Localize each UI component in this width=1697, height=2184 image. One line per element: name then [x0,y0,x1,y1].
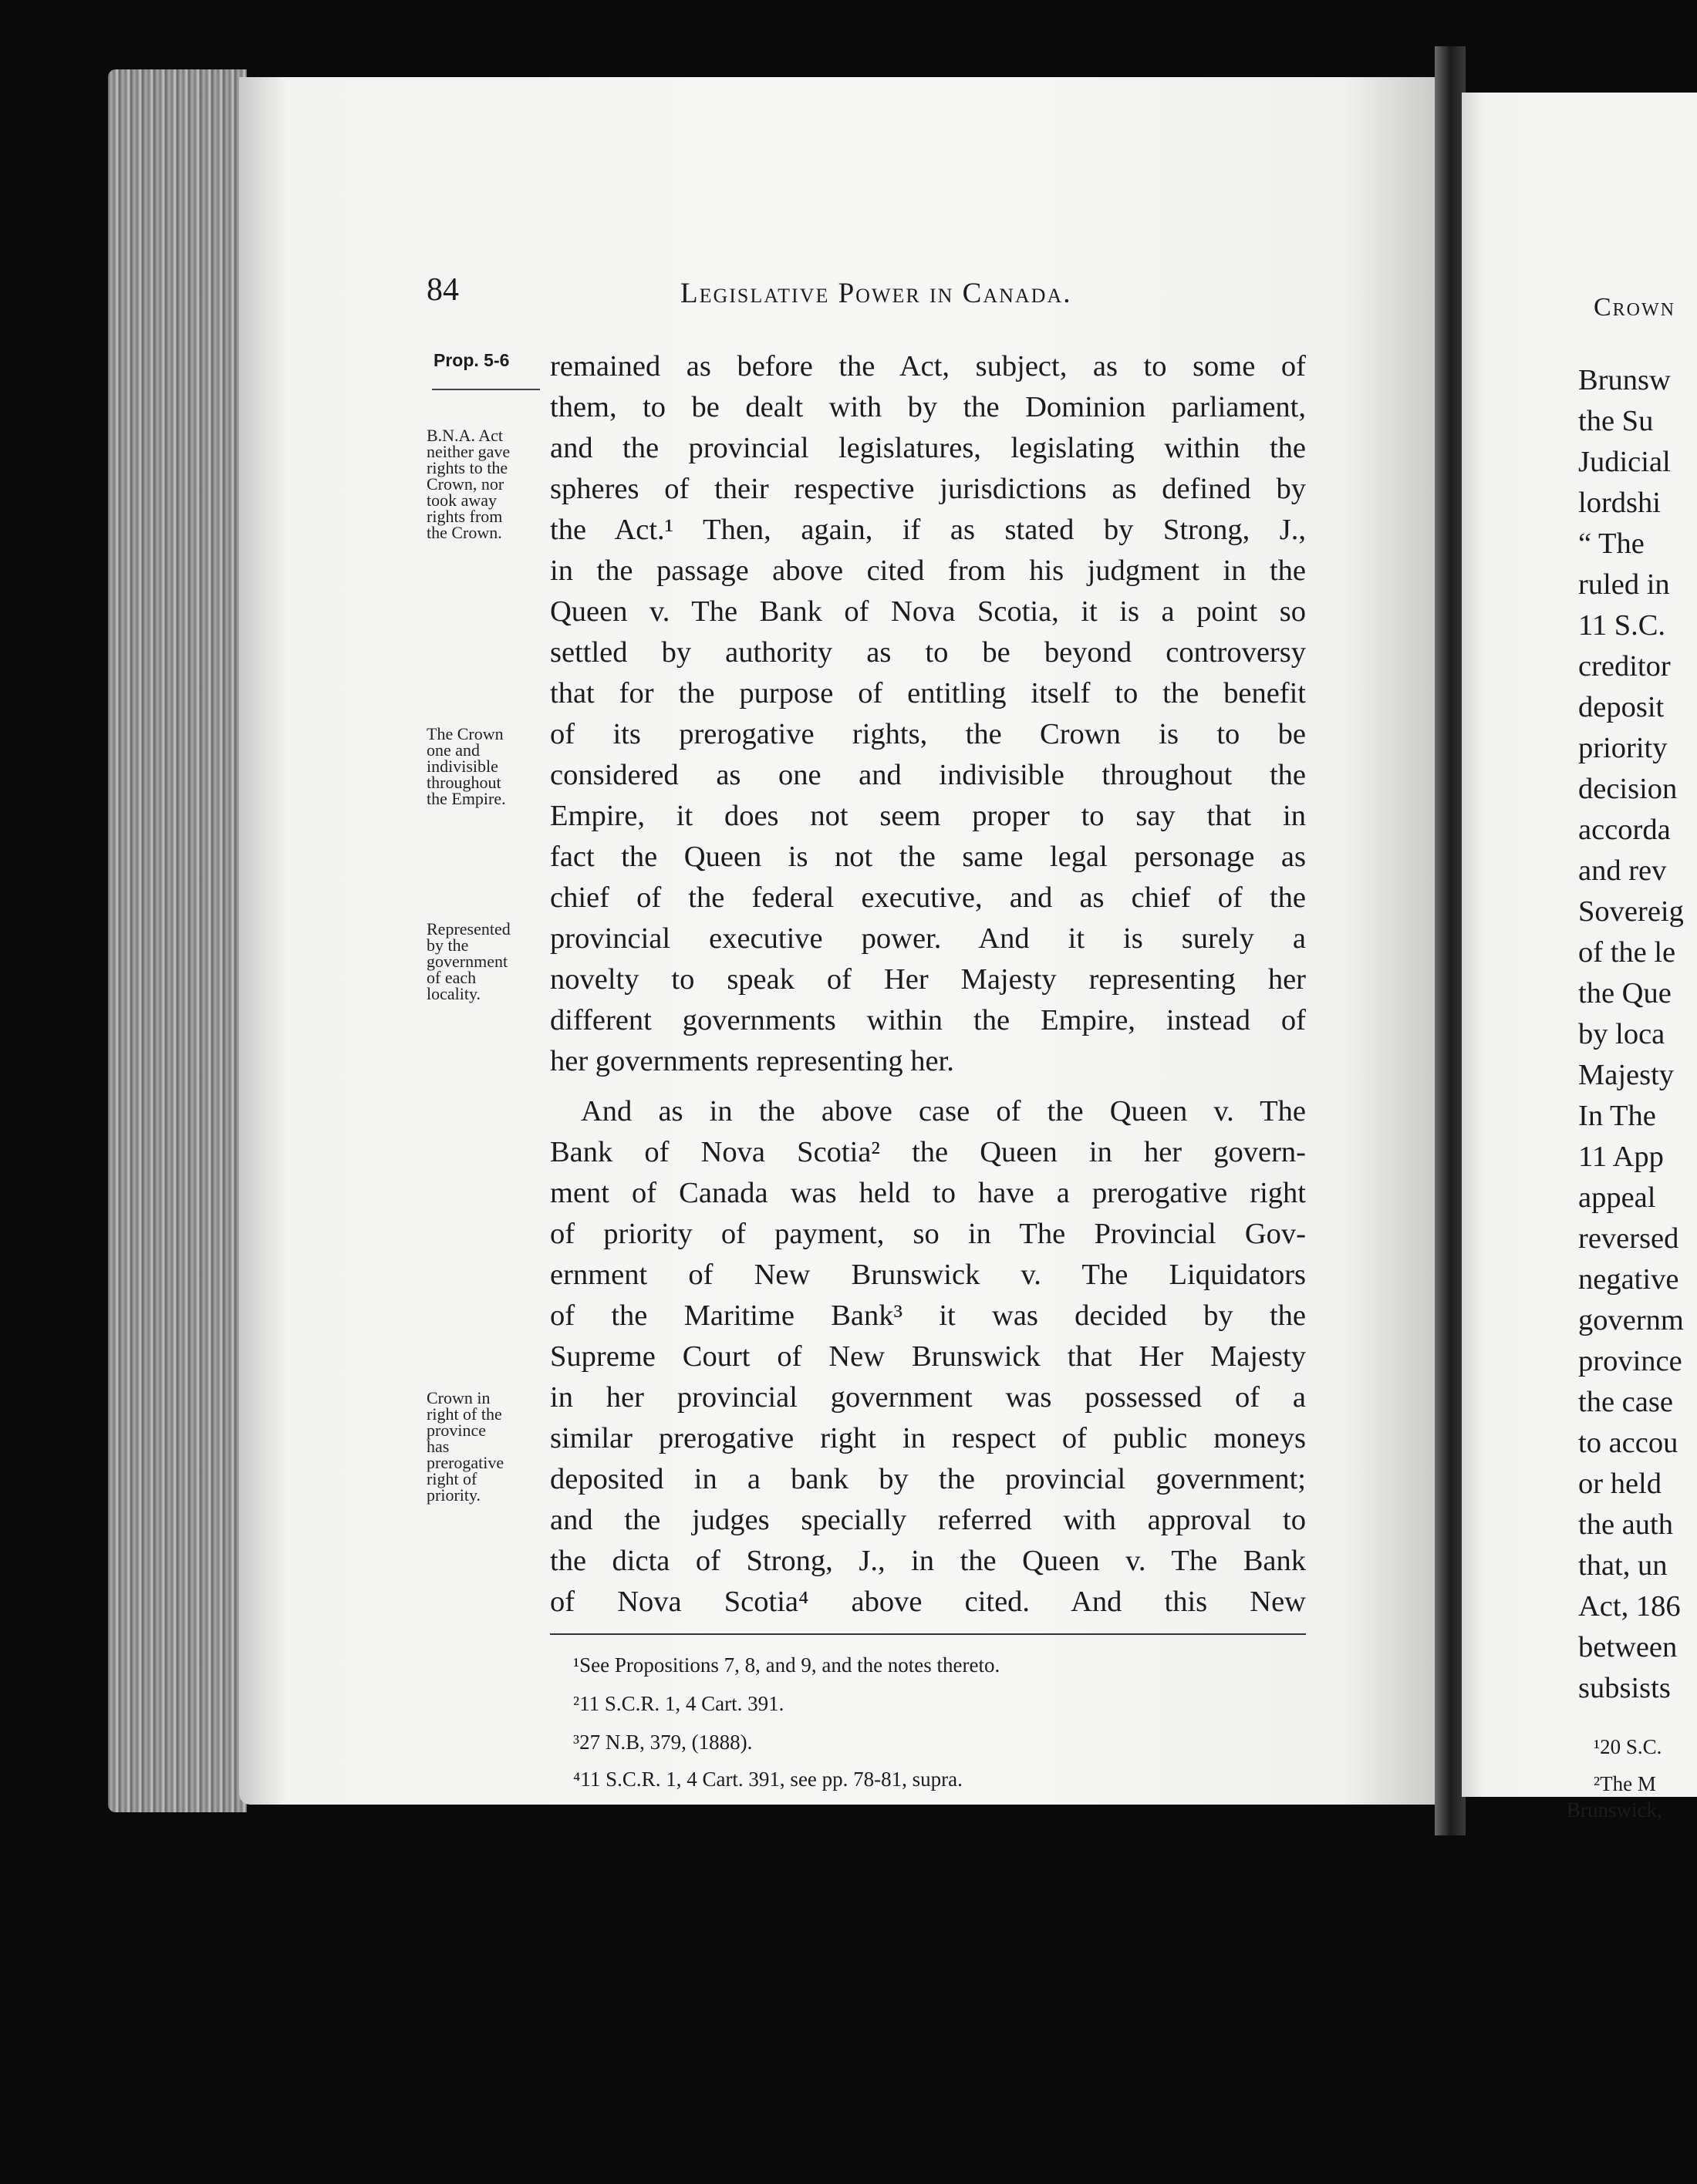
right-text-line: creditor [1578,650,1671,682]
right-text-line: the Su [1578,405,1654,437]
text-line: similar prerogative right in respect of public moneys [550,1422,1306,1454]
text-line: and the provincial legislatures, legislating within the [550,432,1306,464]
right-text-line: that, un [1578,1549,1668,1582]
sidenote-crown-indivisible [427,726,506,807]
right-text-line: or held [1578,1468,1662,1500]
sidenote-line: locality. [427,984,481,1003]
right-text-line: deposit [1578,691,1665,723]
text-line: Bank of Nova Scotia² the Queen in her govern- [550,1136,1306,1168]
right-text-line: 11 App [1578,1141,1664,1173]
sidenote-line: throughout [427,773,501,792]
text-line: the dicta of Strong, J., in the Queen v. The Bank [550,1545,1306,1577]
right-text-line: Judicial [1578,446,1671,478]
right-text-line: decision [1578,773,1678,805]
text-line: fact the Queen is not the same legal personage as [550,841,1306,873]
right-footnote-2: ²The M [1594,1772,1656,1795]
right-text-line: “ The [1578,527,1645,560]
text-line: remained as before the Act, subject, as to some of [550,350,1306,383]
sidenote-line: province [427,1421,486,1440]
right-footnote-3: Brunswick, [1567,1798,1662,1822]
right-footnote-1: ¹20 S.C. [1594,1735,1662,1758]
right-text-line: Sovereig [1578,895,1684,928]
running-head: Legislative Power in Canada. [680,278,1072,309]
sidenote-line: right of the [427,1404,502,1424]
right-text-line: Act, 186 [1578,1590,1681,1623]
sidenote-line: the Crown. [427,523,502,542]
right-text-line: In The [1578,1100,1656,1132]
sidenote-line: right of [427,1469,477,1488]
text-line: in the passage above cited from his judgment in the [550,554,1306,587]
text-line: Queen v. The Bank of Nova Scotia, it is a point so [550,595,1306,628]
text-line: settled by authority as to be beyond controversy [550,636,1306,669]
right-text-line: of the le [1578,936,1676,969]
right-running-head: Crown [1594,293,1676,322]
right-text-line: 11 S.C. [1578,609,1666,642]
sidenote-line: Crown, nor [427,474,504,494]
footnote-3: ³27 N.B, 379, (1888). [573,1731,753,1754]
text-line: of the Maritime Bank³ it was decided by the [550,1299,1306,1332]
right-text-line: governm [1578,1304,1684,1336]
right-text-line: and rev [1578,854,1667,887]
text-line: of Nova Scotia⁴ above cited. And this New [550,1586,1306,1618]
text-line: ment of Canada was held to have a prerogative right [550,1177,1306,1209]
text-line: the Act.¹ Then, again, if as stated by Strong, J., [550,514,1306,546]
sidenote-line: Crown in [427,1388,491,1407]
book-gutter [1435,46,1466,1835]
sidenote-line: rights from [427,507,503,526]
sidenote-line: has [427,1437,450,1456]
sidenote-line: priority. [427,1485,481,1505]
sidenote-line: rights to the [427,458,508,477]
text-line: chief of the federal executive, and as chief of the [550,881,1306,914]
right-text-line: reversed [1578,1222,1679,1255]
text-line: considered as one and indivisible throughout the [550,759,1306,791]
text-line: Supreme Court of New Brunswick that Her Majesty [550,1340,1306,1373]
sidenote-line: of each [427,968,477,987]
text-line: of priority of payment, so in The Provincial Gov- [550,1218,1306,1250]
text-line: different governments within the Empire, instead of [550,1004,1306,1036]
sidenote-line: prerogative [427,1453,504,1472]
right-text-line: to accou [1578,1427,1678,1459]
page-number: 84 [427,272,459,308]
right-text-line: the Que [1578,977,1672,1009]
right-text-line: negative [1578,1263,1679,1296]
sidenote-line: indivisible [427,757,498,776]
sidenote-crown-province [427,1390,504,1503]
text-line: And as in the above case of the Queen v. The [581,1095,1306,1127]
right-text-line: subsists [1578,1672,1671,1704]
text-line: in her provincial government was possessed of a [550,1381,1306,1414]
footnote-2: ²11 S.C.R. 1, 4 Cart. 391. [573,1692,784,1715]
page-edges [108,69,247,1812]
sidenote-line: B.N.A. Act [427,426,503,445]
right-text-line: between [1578,1631,1678,1663]
right-page-text [1462,0,1697,2184]
right-text-line: the case [1578,1386,1673,1418]
right-text-line: ruled in [1578,568,1670,601]
right-text-line: Brunsw [1578,364,1671,396]
text-line: that for the purpose of entitling itself to the benefit [550,677,1306,709]
sidenote-line: one and [427,740,481,760]
sidenote-line: government [427,952,508,971]
right-text-line: Majesty [1578,1059,1675,1091]
text-line: deposited in a bank by the provincial government; [550,1463,1306,1495]
proposition-label: Prop. 5-6 [434,350,510,370]
text-line: provincial executive power. And it is surely a [550,922,1306,955]
right-text-line: priority [1578,732,1668,764]
text-line: spheres of their respective jurisdictions as defined by [550,473,1306,505]
right-text-line: the auth [1578,1508,1673,1541]
right-text-line: province [1578,1345,1682,1377]
footnote-1: ¹See Propositions 7, 8, and 9, and the notes thereto. [573,1653,1000,1677]
text-line: of its prerogative rights, the Crown is to be [550,718,1306,750]
sidenote-bna-act [427,427,510,541]
proposition-rule [432,389,540,390]
right-text-line: accorda [1578,814,1671,846]
footnote-rule [550,1633,1306,1635]
right-text-line: lordshi [1578,487,1661,519]
text-line: and the judges specially referred with approval to [550,1504,1306,1536]
right-text-line: appeal [1578,1181,1656,1214]
right-text-line: by loca [1578,1018,1665,1050]
text-line: Empire, it does not seem proper to say that in [550,800,1306,832]
sidenote-line: Represented [427,919,511,939]
text-line: ernment of New Brunswick v. The Liquidators [550,1259,1306,1291]
sidenote-line: neither gave [427,442,511,461]
text-line: them, to be dealt with by the Dominion parliament, [550,391,1306,423]
text-line: her governments representing her. [550,1045,954,1077]
sidenote-line: the Empire. [427,789,506,808]
text-line: novelty to speak of Her Majesty representing her [550,963,1306,996]
sidenote-represented [427,921,511,1002]
sidenote-line: The Crown [427,724,504,743]
footnote-4: ⁴11 S.C.R. 1, 4 Cart. 391, see pp. 78-81, supra. [573,1768,963,1791]
sidenote-line: took away [427,490,498,510]
sidenote-line: by the [427,935,469,955]
